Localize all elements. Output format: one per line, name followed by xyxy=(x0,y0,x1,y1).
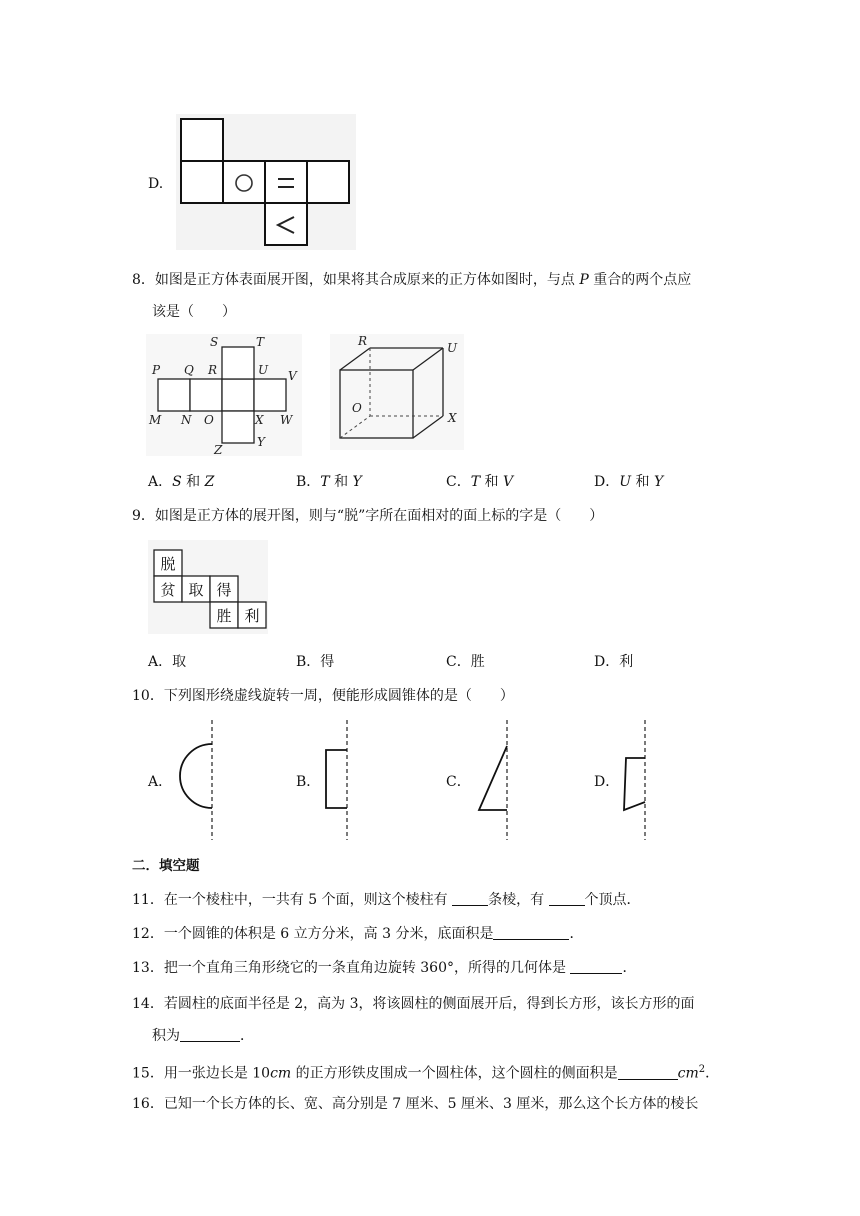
rectangle-shape-icon xyxy=(326,750,347,808)
net-label-s: S xyxy=(210,335,219,349)
section2-title: 二．填空题 xyxy=(132,858,200,874)
q8-stem-line2: 该是（ ） xyxy=(152,304,236,320)
semicircle-shape-icon xyxy=(180,744,212,808)
q10-option-a-figure xyxy=(172,718,222,842)
q8-option-c[interactable]: C．T 和 V xyxy=(446,474,514,490)
net-label-z: Z xyxy=(214,443,223,456)
net-char-取: 取 xyxy=(188,581,204,599)
q10-option-a[interactable]: A． xyxy=(148,774,173,790)
q9-stem: 9．如图是正方体的展开图，则与“脱”字所在面相对的面上标的字是（ ） xyxy=(132,508,604,524)
net-label-x: X xyxy=(255,413,264,427)
q11-blank-vertices[interactable] xyxy=(549,891,585,906)
q10-option-b[interactable]: B． xyxy=(296,774,321,790)
net-label-w: W xyxy=(280,413,293,427)
q8-net-figure xyxy=(146,334,302,456)
net-label-t: T xyxy=(256,335,265,349)
q8-option-a[interactable]: A．S 和 Z xyxy=(148,474,215,490)
net-char-贫: 贫 xyxy=(160,581,176,599)
q7-option-d-figure xyxy=(176,114,356,250)
net-label-u: U xyxy=(258,363,269,377)
q13-blank[interactable] xyxy=(570,959,622,974)
q10-option-d[interactable]: D． xyxy=(594,774,620,790)
cube-label-u: U xyxy=(447,341,458,355)
net-label-n: N xyxy=(181,413,192,427)
net-label-q: Q xyxy=(184,363,194,377)
q14-line1: 14．若圆柱的底面半径是 2，高为 3，将该圆柱的侧面展开后，得到长方形，该长方形的面 xyxy=(132,996,695,1012)
q8-cube-figure xyxy=(330,334,464,450)
q15: 15．用一张边长是 10cm 的正方形铁皮围成一个圆柱体，这个圆柱的侧面积是 $cm^2$． xyxy=(132,1064,720,1082)
q10-option-c[interactable]: C． xyxy=(446,774,471,790)
q10-stem: 10．下列图形绕虚线旋转一周，便能形成圆锥体的是（ ） xyxy=(132,688,514,704)
q8-stem-line1: 8．如图是正方体表面展开图，如果将其合成原来的正方体如图时，与点 P 重合的两个点应 xyxy=(132,272,692,288)
trapezoid-shape-icon xyxy=(624,758,645,810)
q10-option-d-figure xyxy=(616,718,656,842)
q16: 16．已知一个长方体的长、宽、高分别是 7 厘米、5 厘米、3 厘米，那么这个长方体的棱长 xyxy=(132,1096,699,1112)
cube-label-o: O xyxy=(352,401,362,415)
net-char-脱: 脱 xyxy=(160,555,176,573)
q8-option-d[interactable]: D．U 和 Y xyxy=(594,474,664,490)
net-label-p: P xyxy=(152,363,161,377)
q9-option-a[interactable]: A．取 xyxy=(148,654,187,670)
net-char-得: 得 xyxy=(216,581,232,599)
right-triangle-shape-icon xyxy=(479,746,507,810)
net-label-m: M xyxy=(149,413,162,427)
cube-label-x: X xyxy=(448,411,457,425)
net-label-v: V xyxy=(288,369,297,383)
net-char-利: 利 xyxy=(244,607,260,625)
net-label-o: O xyxy=(204,413,214,427)
q15-blank[interactable] xyxy=(618,1065,678,1080)
q12: 12．一个圆锥的体积是 6 立方分米，高 3 分米，底面积是 ． xyxy=(132,926,584,942)
q14-line2: 积为 ． xyxy=(152,1028,254,1044)
q14-blank[interactable] xyxy=(180,1027,240,1042)
q10-option-c-figure xyxy=(470,718,520,842)
q11-blank-edges[interactable] xyxy=(452,891,488,906)
q9-option-b[interactable]: B．得 xyxy=(296,654,335,670)
q10-option-b-figure xyxy=(316,718,356,842)
q9-option-c[interactable]: C．胜 xyxy=(446,654,485,670)
q9-option-d[interactable]: D．利 xyxy=(594,654,634,670)
net-char-胜: 胜 xyxy=(216,607,232,625)
q12-blank[interactable] xyxy=(493,925,569,940)
q13: 13．把一个直角三角形绕它的一条直角边旋转 360°，所得的几何体是 ． xyxy=(132,960,637,976)
q11: 11．在一个棱柱中，一共有 5 个面，则这个棱柱有 条棱，有 个顶点． xyxy=(132,892,641,908)
cube-label-r: R xyxy=(358,334,368,348)
q7-option-d-label: D. xyxy=(148,176,164,192)
net-label-r: R xyxy=(208,363,218,377)
net-label-y: Y xyxy=(257,435,265,449)
q9-net-figure xyxy=(148,540,268,634)
q8-option-b[interactable]: B．T 和 Y xyxy=(296,474,362,490)
